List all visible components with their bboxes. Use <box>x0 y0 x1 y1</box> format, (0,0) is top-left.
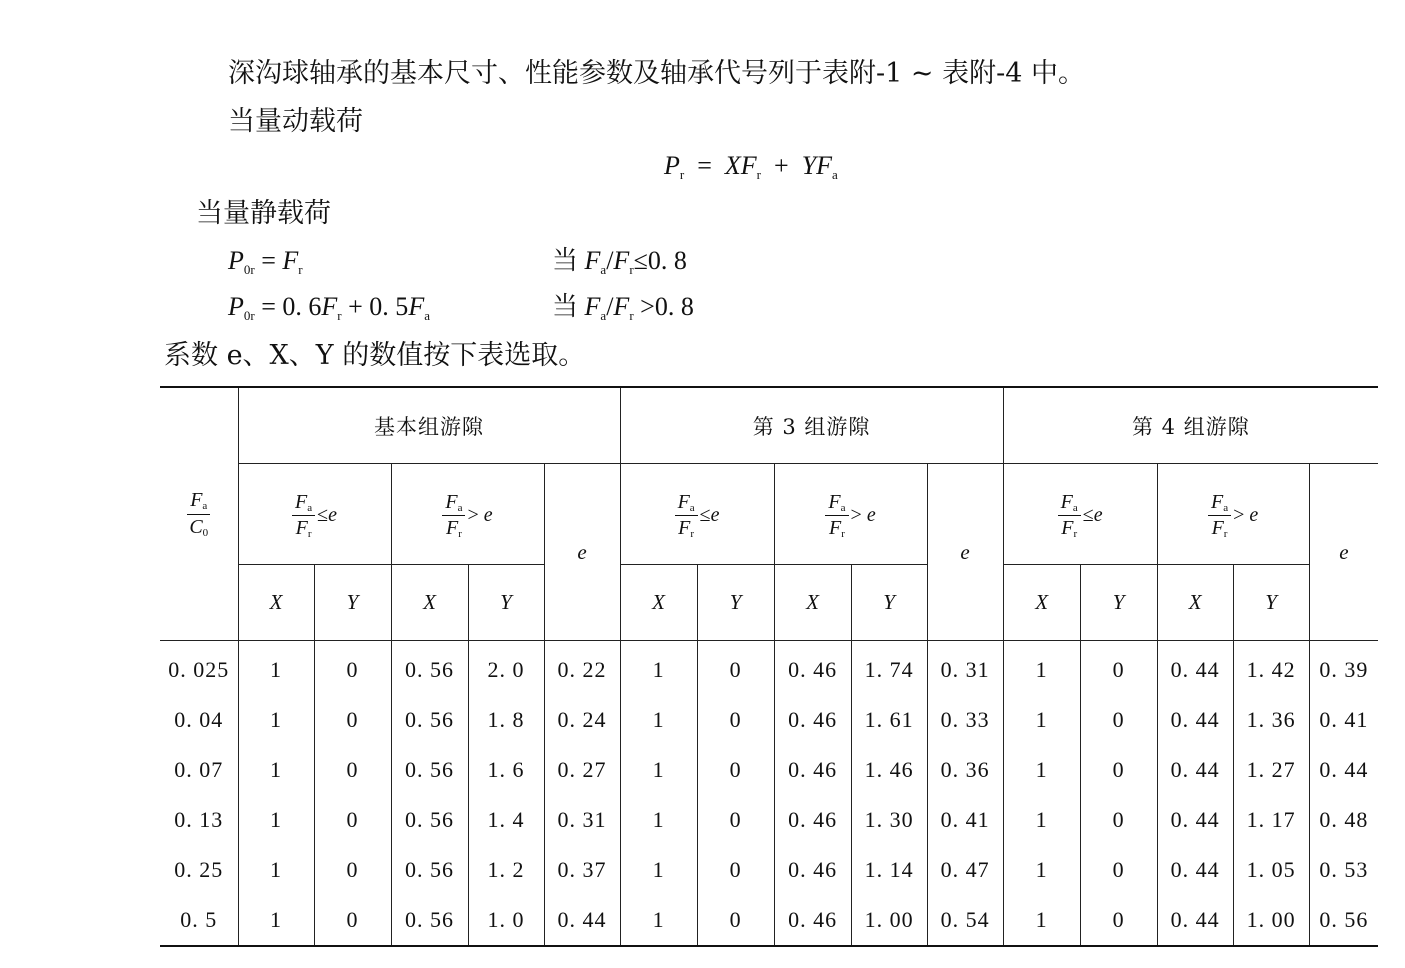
value-cell: 0 <box>697 845 774 895</box>
ratio-cell: 0. 04 <box>174 707 224 732</box>
group-header-4: 第 4 组游隙 <box>1003 387 1378 464</box>
value-cell: 0. 24 <box>544 695 620 745</box>
value-cell: 0. 46 <box>774 745 851 795</box>
y-header: Y <box>851 565 927 641</box>
value-cell: 1 <box>620 695 697 745</box>
static-condition-1: 当 $F_a/F_r\le 0$. 8 <box>552 246 687 277</box>
coefficient-note: 系数 e、X、Y 的数值按下表选取。 <box>164 340 586 371</box>
value-cell: 0. 33 <box>927 695 1003 745</box>
static-formula-2: $P_{0r} = 0$. $6F_r + 0$. $5F_a$ <box>228 292 430 323</box>
y-header: Y <box>468 565 544 641</box>
value-cell: 1 <box>620 845 697 895</box>
value-cell: 0. 44 <box>1157 695 1233 745</box>
value-cell: 1 <box>620 795 697 845</box>
x-header: X <box>238 565 314 641</box>
table-row <box>160 845 1378 895</box>
value-cell: 0 <box>314 845 391 895</box>
value-cell: 0. 22 <box>544 641 620 696</box>
value-cell: 0. 44 <box>1309 745 1378 795</box>
y-header: Y <box>314 565 391 641</box>
value-cell: 1. 14 <box>851 845 927 895</box>
value-cell: 0 <box>314 895 391 946</box>
value-cell: 1. 6 <box>468 745 544 795</box>
value-cell: 1. 00 <box>851 895 927 946</box>
x-header: X <box>391 565 468 641</box>
x-header: X <box>1157 565 1233 641</box>
value-cell: 0. 56 <box>391 641 468 696</box>
value-cell: 0. 37 <box>544 845 620 895</box>
value-cell: 1. 05 <box>1233 845 1309 895</box>
value-cell: 0. 46 <box>774 845 851 895</box>
y-header: Y <box>697 565 774 641</box>
value-cell: 0 <box>1080 641 1157 696</box>
value-cell: 1 <box>238 895 314 946</box>
value-cell: 1. 36 <box>1233 695 1309 745</box>
value-cell: 0. 46 <box>774 641 851 696</box>
value-cell: 0. 56 <box>391 745 468 795</box>
x-header: X <box>620 565 697 641</box>
e-header: e <box>544 464 620 641</box>
group-header-3: 第 3 组游隙 <box>620 387 1003 464</box>
e-header: e <box>927 464 1003 641</box>
value-cell: 0. 31 <box>544 795 620 845</box>
table-row <box>160 795 1378 845</box>
value-cell: 1. 42 <box>1233 641 1309 696</box>
value-cell: 0 <box>314 641 391 696</box>
value-cell: 0. 36 <box>927 745 1003 795</box>
value-cell: 0 <box>314 795 391 845</box>
table-body <box>160 641 1378 947</box>
value-cell: 1. 4 <box>468 795 544 845</box>
value-cell: 0. 41 <box>1309 695 1378 745</box>
value-cell: 1 <box>620 745 697 795</box>
dynamic-load-formula: $P_r = XF_r + YF_a$ <box>664 151 838 182</box>
value-cell: 1 <box>238 695 314 745</box>
value-cell: 0. 48 <box>1309 795 1378 845</box>
value-cell: 1 <box>238 845 314 895</box>
value-cell: 0. 44 <box>1157 641 1233 696</box>
value-cell: 1 <box>1003 795 1080 845</box>
value-cell: 1 <box>238 795 314 845</box>
value-cell: 0. 44 <box>1157 795 1233 845</box>
value-cell: 0. 31 <box>927 641 1003 696</box>
value-cell: 1 <box>238 641 314 696</box>
value-cell: 1 <box>620 641 697 696</box>
cond-gt-header: $\frac{F_a}{F_r}$ > e <box>774 464 927 565</box>
value-cell: 0. 44 <box>1157 845 1233 895</box>
value-cell: 1. 74 <box>851 641 927 696</box>
y-header: Y <box>1233 565 1309 641</box>
ratio-header: $\frac{F_a}{C_0}$ <box>160 387 238 641</box>
value-cell: 0. 46 <box>774 695 851 745</box>
static-load-heading: 当量静载荷 <box>196 198 331 229</box>
value-cell: 1 <box>1003 745 1080 795</box>
static-formula-1: $P_{0r} = F_r$ <box>228 246 303 277</box>
value-cell: 0 <box>1080 795 1157 845</box>
value-cell: 0. 56 <box>1309 895 1378 946</box>
value-cell: 0. 44 <box>1157 745 1233 795</box>
value-cell: 1. 8 <box>468 695 544 745</box>
ratio-cell: 0. 07 <box>174 757 224 782</box>
ratio-cell: 0. 025 <box>168 657 230 682</box>
e-header: e <box>1309 464 1378 641</box>
value-cell: 1 <box>1003 695 1080 745</box>
value-cell: 0. 46 <box>774 795 851 845</box>
value-cell: 0 <box>1080 695 1157 745</box>
value-cell: 1. 17 <box>1233 795 1309 845</box>
value-cell: 0. 47 <box>927 845 1003 895</box>
value-cell: 0 <box>314 745 391 795</box>
value-cell: 1 <box>238 745 314 795</box>
value-cell: 1 <box>1003 641 1080 696</box>
value-cell: 1 <box>1003 845 1080 895</box>
static-condition-2: 当 $F_a/F_r >0$. 8 <box>552 292 694 323</box>
ratio-cell: 0. 25 <box>174 857 224 882</box>
cond-gt-header: $\frac{F_a}{F_r}$ > e <box>391 464 544 565</box>
ratio-cell: 0. 13 <box>174 807 224 832</box>
value-cell: 2. 0 <box>468 641 544 696</box>
value-cell: 0. 46 <box>774 895 851 946</box>
value-cell: 0 <box>697 641 774 696</box>
value-cell: 1. 00 <box>1233 895 1309 946</box>
value-cell: 0. 56 <box>391 845 468 895</box>
intro-sentence: 深沟球轴承的基本尺寸、性能参数及轴承代号列于表附-1 ~ 表附-4 中。 <box>228 58 1085 89</box>
value-cell: 0. 56 <box>391 895 468 946</box>
value-cell: 0 <box>1080 845 1157 895</box>
cond-le-header: $\frac{F_a}{F_r}$ ≤e <box>238 464 391 565</box>
value-cell: 0. 44 <box>1157 895 1233 946</box>
x-header: X <box>1003 565 1080 641</box>
table-row <box>160 745 1378 795</box>
coefficient-table <box>160 386 1378 947</box>
value-cell: 0. 56 <box>391 695 468 745</box>
table-row <box>160 895 1378 946</box>
value-cell: 0. 44 <box>544 895 620 946</box>
value-cell: 0. 54 <box>927 895 1003 946</box>
value-cell: 0 <box>697 695 774 745</box>
value-cell: 0 <box>1080 895 1157 946</box>
value-cell: 0. 27 <box>544 745 620 795</box>
value-cell: 1. 2 <box>468 845 544 895</box>
value-cell: 1. 61 <box>851 695 927 745</box>
dynamic-load-heading: 当量动载荷 <box>228 106 363 137</box>
value-cell: 0 <box>697 895 774 946</box>
ratio-cell: 0. 5 <box>180 907 218 932</box>
cond-le-header: $\frac{F_a}{F_r}$ ≤e <box>1003 464 1157 565</box>
value-cell: 1. 0 <box>468 895 544 946</box>
value-cell: 1 <box>620 895 697 946</box>
value-cell: 1. 27 <box>1233 745 1309 795</box>
value-cell: 0 <box>697 745 774 795</box>
group-header-basic: 基本组游隙 <box>238 387 620 464</box>
value-cell: 1 <box>1003 895 1080 946</box>
cond-le-header: $\frac{F_a}{F_r}$ ≤e <box>620 464 774 565</box>
value-cell: 0. 39 <box>1309 641 1378 696</box>
value-cell: 0. 56 <box>391 795 468 845</box>
value-cell: 1. 46 <box>851 745 927 795</box>
table-row <box>160 695 1378 745</box>
cond-gt-header: $\frac{F_a}{F_r}$ > e <box>1157 464 1309 565</box>
x-header: X <box>774 565 851 641</box>
value-cell: 0. 53 <box>1309 845 1378 895</box>
value-cell: 1. 30 <box>851 795 927 845</box>
value-cell: 0 <box>1080 745 1157 795</box>
table-row <box>160 641 1378 696</box>
value-cell: 0 <box>314 695 391 745</box>
value-cell: 0 <box>697 795 774 845</box>
y-header: Y <box>1080 565 1157 641</box>
value-cell: 0. 41 <box>927 795 1003 845</box>
